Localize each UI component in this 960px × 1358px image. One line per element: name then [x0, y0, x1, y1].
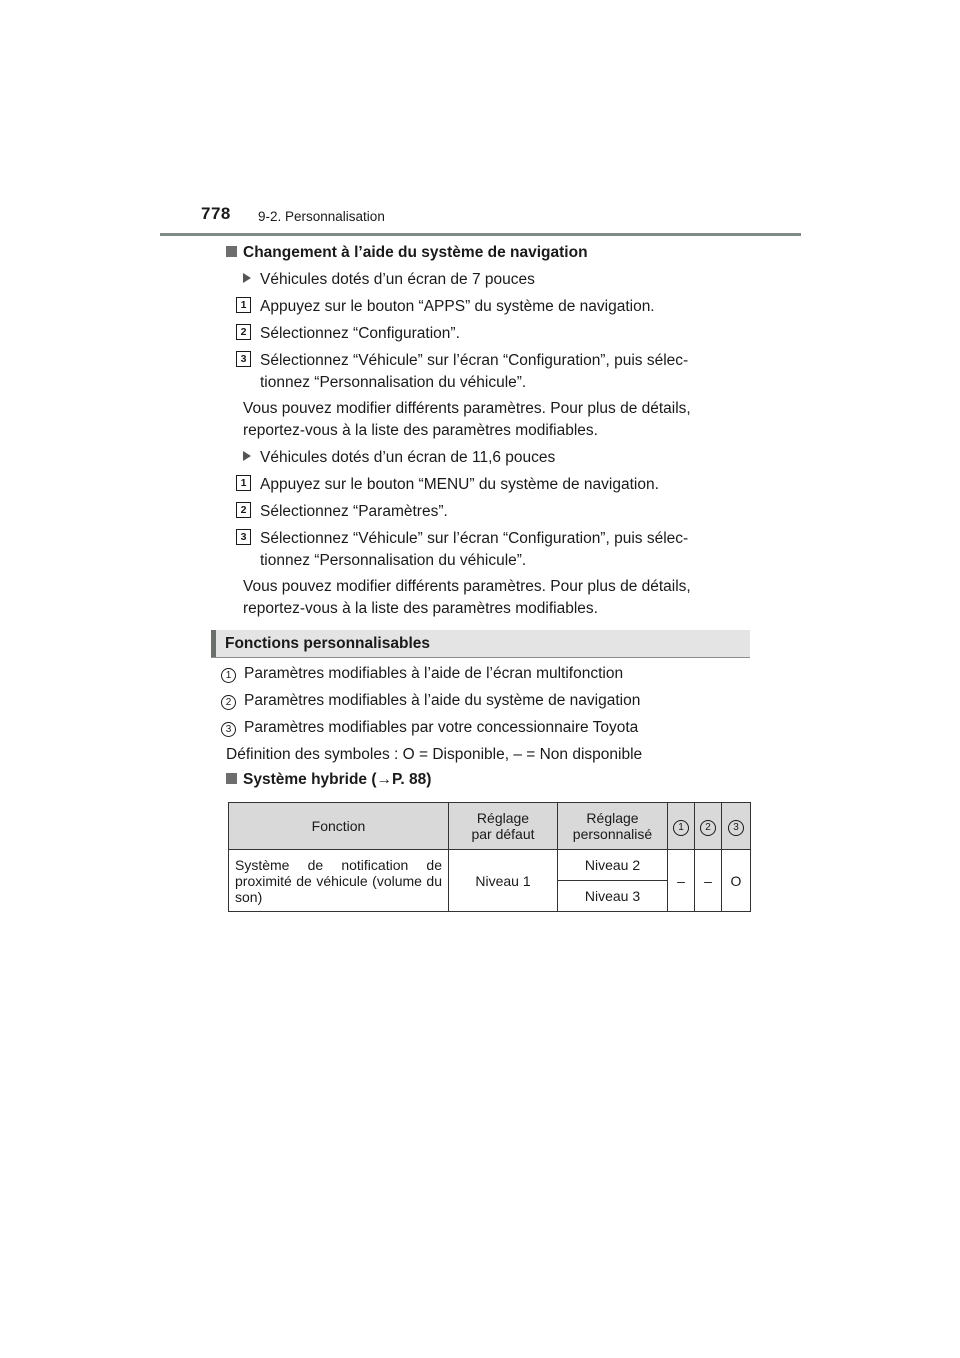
section-title-bar [211, 630, 750, 658]
hybrid-subheading [226, 771, 431, 789]
square-bullet-icon [226, 246, 237, 257]
step-text-line: Sélectionnez “Véhicule” sur l’écran “Configuration”, puis sélec- [260, 352, 689, 369]
group-title-text: Véhicules dotés d’un écran de 11,6 pouces [260, 449, 556, 466]
nav-heading [226, 244, 588, 262]
step-number-box: 3 [236, 351, 251, 367]
section-title: Fonctions personnalisables [225, 635, 430, 652]
legend-text: Paramètres modifiables par votre concessionnaire Toyota [244, 719, 639, 736]
legend-text: Paramètres modifiables à l’aide de l’écran multifonction [244, 665, 624, 682]
circled-number-icon: 3 [728, 820, 744, 836]
functions-table [228, 802, 751, 912]
cell-function: Système de notification de proximité de véhicule (volume du son) [229, 850, 449, 912]
header-col-2 [695, 803, 722, 850]
header-custom-l1: Réglage [586, 810, 639, 826]
step-text-line: Sélectionnez “Véhicule” sur l’écran “Configuration”, puis sélec- [260, 530, 689, 547]
note-line: reportez-vous à la liste des paramètres modifiables. [243, 422, 598, 439]
cell-col-3: O [722, 850, 751, 912]
header-default-l2: par défaut [471, 826, 535, 842]
circled-number-icon: 2 [700, 820, 716, 836]
step-text: Appuyez sur le bouton “APPS” du système de navigation. [260, 298, 655, 315]
step-text: Appuyez sur le bouton “MENU” du système de navigation. [260, 476, 659, 493]
header-col-1 [668, 803, 695, 850]
triangle-bullet-icon [243, 451, 251, 461]
cell-col-1: – [668, 850, 695, 912]
triangle-bullet-icon [243, 273, 251, 283]
header-divider [160, 233, 801, 236]
step-number-box: 2 [236, 324, 251, 340]
table-row [229, 850, 751, 881]
group-title-text: Véhicules dotés d’un écran de 7 pouces [260, 271, 535, 288]
hybrid-subheading-text: Système hybride (→P. 88) [243, 771, 432, 788]
legend-item [221, 665, 623, 683]
cell-col-2: – [695, 850, 722, 912]
note-line: Vous pouvez modifier différents paramètres. Pour plus de détails, [243, 400, 691, 417]
step-text-line: tionnez “Personnalisation du véhicule”. [260, 552, 527, 569]
legend-item [221, 692, 640, 710]
header-custom [558, 803, 668, 850]
legend-item [221, 719, 638, 737]
group-title-11in [243, 449, 555, 467]
step-number-box: 2 [236, 502, 251, 518]
section-label: 9-2. Personnalisation [258, 209, 385, 224]
header-custom-l2: personnalisé [572, 826, 653, 842]
group-title-7in [243, 271, 535, 289]
table-header-row [229, 803, 751, 850]
header-fonction: Fonction [229, 803, 449, 850]
circled-number-icon: 1 [673, 820, 689, 836]
nav-heading-text: Changement à l’aide du système de navigation [243, 244, 588, 261]
circled-number-icon: 2 [221, 695, 236, 710]
circled-number-icon: 1 [221, 668, 236, 683]
page-number: 778 [201, 204, 231, 223]
header-default-l1: Réglage [476, 810, 530, 826]
section-accent [211, 630, 216, 657]
circled-number-icon: 3 [221, 722, 236, 737]
header-col-3 [722, 803, 751, 850]
step-number-box: 3 [236, 529, 251, 545]
square-bullet-icon [226, 773, 237, 784]
step-number-box: 1 [236, 297, 251, 313]
note-line: Vous pouvez modifier différents paramètres. Pour plus de détails, [243, 578, 691, 595]
step-text: Sélectionnez “Paramètres”. [260, 503, 448, 520]
cell-default: Niveau 1 [449, 850, 558, 912]
step-number-box: 1 [236, 475, 251, 491]
header-default [449, 803, 558, 850]
note-line: reportez-vous à la liste des paramètres modifiables. [243, 600, 598, 617]
symbols-definition: Définition des symboles : O = Disponible, – = Non disponible [226, 746, 643, 763]
step-text: Sélectionnez “Configuration”. [260, 325, 460, 342]
step-text-line: tionnez “Personnalisation du véhicule”. [260, 374, 527, 391]
legend-text: Paramètres modifiables à l’aide du système de navigation [244, 692, 641, 709]
cell-custom-2: Niveau 3 [558, 881, 668, 912]
cell-custom-1: Niveau 2 [558, 850, 668, 881]
